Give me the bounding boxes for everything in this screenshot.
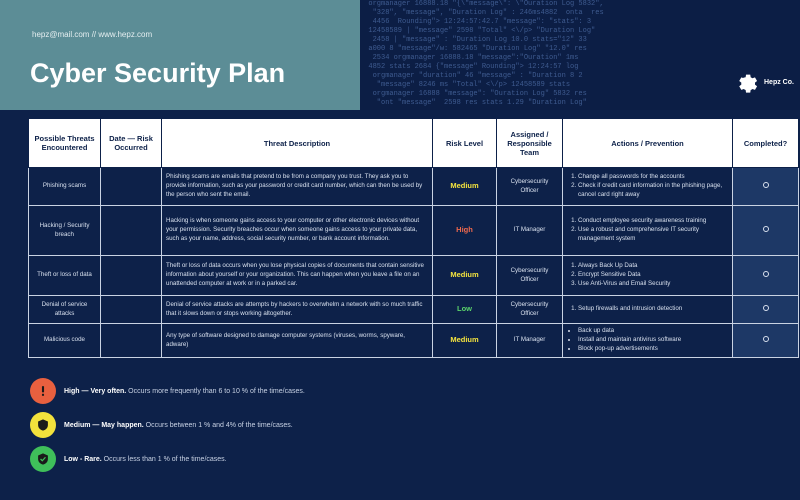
plan-table — [28, 118, 799, 358]
actions-cell — [563, 256, 733, 296]
code-line: "message" 8246 ms "Total" <\/p> 12458589 stats — [360, 81, 571, 89]
legend-item — [30, 411, 293, 439]
code-line: orgmanager "duration" 46 "message" : "Duration 8 2 — [360, 72, 583, 80]
date-cell — [101, 206, 162, 256]
date-cell — [101, 168, 162, 206]
table-row — [29, 324, 799, 358]
code-line: "328", "message", "Duration Log" : 246ms4882 onta res — [360, 9, 604, 17]
completed-checkbox[interactable] — [763, 271, 769, 277]
actions-cell — [563, 206, 733, 256]
shield-icon — [30, 412, 56, 438]
action-item: • Block pop-up advertisements — [578, 345, 728, 354]
action-item: 3. Use Anti-Virus and Email Security — [578, 280, 728, 289]
description-cell: Hacking is when someone gains access to your computer or other electronic devices without your permission. Security breaches occur when someone gains access to your private data, such as your name, address, social security number, or bank account information. — [162, 206, 433, 256]
header-description: Threat Description — [162, 119, 433, 168]
threat-cell: Theft or loss of data — [29, 256, 101, 296]
actions-cell — [563, 324, 733, 358]
legend-item — [30, 445, 227, 473]
actions-list — [567, 262, 728, 288]
action-item: 1. Always Back Up Data — [578, 262, 728, 271]
actions-cell — [563, 168, 733, 206]
actions-list — [567, 327, 728, 353]
description-cell: Theft or loss of data occurs when you lose physical copies of documents that contain sensitive information about yourself or your organization. This can happen when you leave a file on an unattended computer at work or in a parked car. — [162, 256, 433, 296]
description-cell: Any type of software designed to damage computer systems (viruses, worms, spyware, adware) — [162, 324, 433, 358]
team-cell: Cybersecurity Officer — [497, 296, 563, 324]
threat-cell: Denial of service attacks — [29, 296, 101, 324]
date-cell — [101, 256, 162, 296]
code-line: orgmanager 16888.18 "{\"message\": \"Ouration Log 5832", — [360, 0, 604, 8]
header-risk: Risk Level — [433, 119, 497, 168]
table-row — [29, 206, 799, 256]
code-line: 4456 Rounding"> 12:24:57:42.7 "message": "stats": 3 — [360, 18, 592, 26]
header-panel — [0, 0, 360, 110]
actions-cell — [563, 296, 733, 324]
team-cell: Cybersecurity Officer — [497, 256, 563, 296]
team-cell: Cybersecurity Officer — [497, 168, 563, 206]
threat-cell: Malicious code — [29, 324, 101, 358]
legend-description: Occurs more frequently than 6 to 10 % of the time/cases. — [126, 387, 305, 395]
description-cell: Phishing scams are emails that pretend to be from a company you trust. They ask you to provide information, such as your password or credit card number, which can then be used by the person who sent the email. — [162, 168, 433, 206]
header — [0, 0, 800, 110]
action-item: 2. Encrypt Sensitive Data — [578, 271, 728, 280]
date-cell — [101, 296, 162, 324]
table-body — [29, 168, 799, 358]
threat-cell: Phishing scams — [29, 168, 101, 206]
completed-cell[interactable] — [733, 256, 799, 296]
legend-label: High — Very often. — [64, 387, 127, 395]
completed-cell[interactable] — [733, 296, 799, 324]
action-item: • Back up data — [578, 327, 728, 336]
legend-description: Occurs between 1 % and 4% of the time/cases. — [143, 421, 293, 429]
code-line: a000 8 "message"/w: 582465 "Duration Log" "12.0" res — [360, 45, 587, 53]
completed-cell[interactable] — [733, 324, 799, 358]
legend-item — [30, 377, 305, 405]
gear-icon — [734, 70, 758, 94]
action-item: 2. Check if credit card information in the phishing page, cancel card right away — [578, 182, 728, 200]
brand-name: Hepz Co. — [764, 78, 794, 86]
completed-checkbox[interactable] — [763, 305, 769, 311]
table-row — [29, 256, 799, 296]
action-item: 2. Use a robust and comprehensive IT security management system — [578, 226, 728, 244]
header-team: Assigned / Responsible Team — [497, 119, 563, 168]
threat-cell: Hacking / Security breach — [29, 206, 101, 256]
code-line: "ont "message" 2598 res stats 1.29 "Duration Log" — [360, 99, 587, 107]
completed-checkbox[interactable] — [763, 182, 769, 188]
code-line: 4852 stats 2684 {"message" Rounding"> 12:24:57 log — [360, 63, 579, 71]
contact-line: hepz@mail.com // www.hepz.com — [32, 30, 153, 39]
code-line: 2458 | "message" : "Duration Log 10.0 stats="12" 33 — [360, 36, 587, 44]
legend-text — [64, 422, 293, 429]
brand — [734, 70, 794, 94]
action-item: 1. Change all passwords for the accounts — [578, 173, 728, 182]
exclamation-icon — [30, 378, 56, 404]
completed-checkbox[interactable] — [763, 336, 769, 342]
description-cell: Denial of service attacks are attempts by hackers to overwhelm a network with so much traffic that it slows down or stops working altogether. — [162, 296, 433, 324]
table-header-row — [29, 119, 799, 168]
legend-label: Medium — May happen. — [64, 421, 144, 429]
completed-cell[interactable] — [733, 206, 799, 256]
team-cell: IT Manager — [497, 206, 563, 256]
code-line: 2534 orgmanager 16888.18 "message":"Ouration" 1ms — [360, 54, 579, 62]
completed-checkbox[interactable] — [763, 226, 769, 232]
code-line: 12458589 | "message" 2598 "Total" <\/p> "Duration Log" — [360, 27, 596, 35]
header-date: Date — Risk Occurred — [101, 119, 162, 168]
header-completed: Completed? — [733, 119, 799, 168]
legend-text — [64, 456, 227, 463]
header-threats: Possible Threats Encountered — [29, 119, 101, 168]
legend-description: Occurs less than 1 % of the time/cases. — [101, 455, 227, 463]
code-line: orgmanager 16888 "message": "Ouration Log" 5832 res — [360, 90, 587, 98]
header-actions: Actions / Prevention — [563, 119, 733, 168]
shield-check-icon — [30, 446, 56, 472]
legend-text — [64, 388, 305, 395]
risk-level-cell: Medium — [433, 256, 497, 296]
risk-level-cell: Medium — [433, 324, 497, 358]
action-item: 1. Conduct employee security awareness training — [578, 217, 728, 226]
completed-cell[interactable] — [733, 168, 799, 206]
table-row — [29, 296, 799, 324]
action-item: • Install and maintain antivirus software — [578, 336, 728, 345]
actions-list — [567, 217, 728, 243]
actions-list — [567, 305, 728, 314]
team-cell: IT Manager — [497, 324, 563, 358]
action-item: 1. Setup firewalls and intrusion detection — [578, 305, 728, 314]
actions-list — [567, 173, 728, 199]
risk-level-cell: High — [433, 206, 497, 256]
risk-level-cell: Low — [433, 296, 497, 324]
legend-label: Low - Rare. — [64, 455, 102, 463]
page-title: Cyber Security Plan — [30, 58, 286, 88]
table-row — [29, 168, 799, 206]
risk-level-cell: Medium — [433, 168, 497, 206]
plan-table-container — [28, 118, 798, 358]
date-cell — [101, 324, 162, 358]
